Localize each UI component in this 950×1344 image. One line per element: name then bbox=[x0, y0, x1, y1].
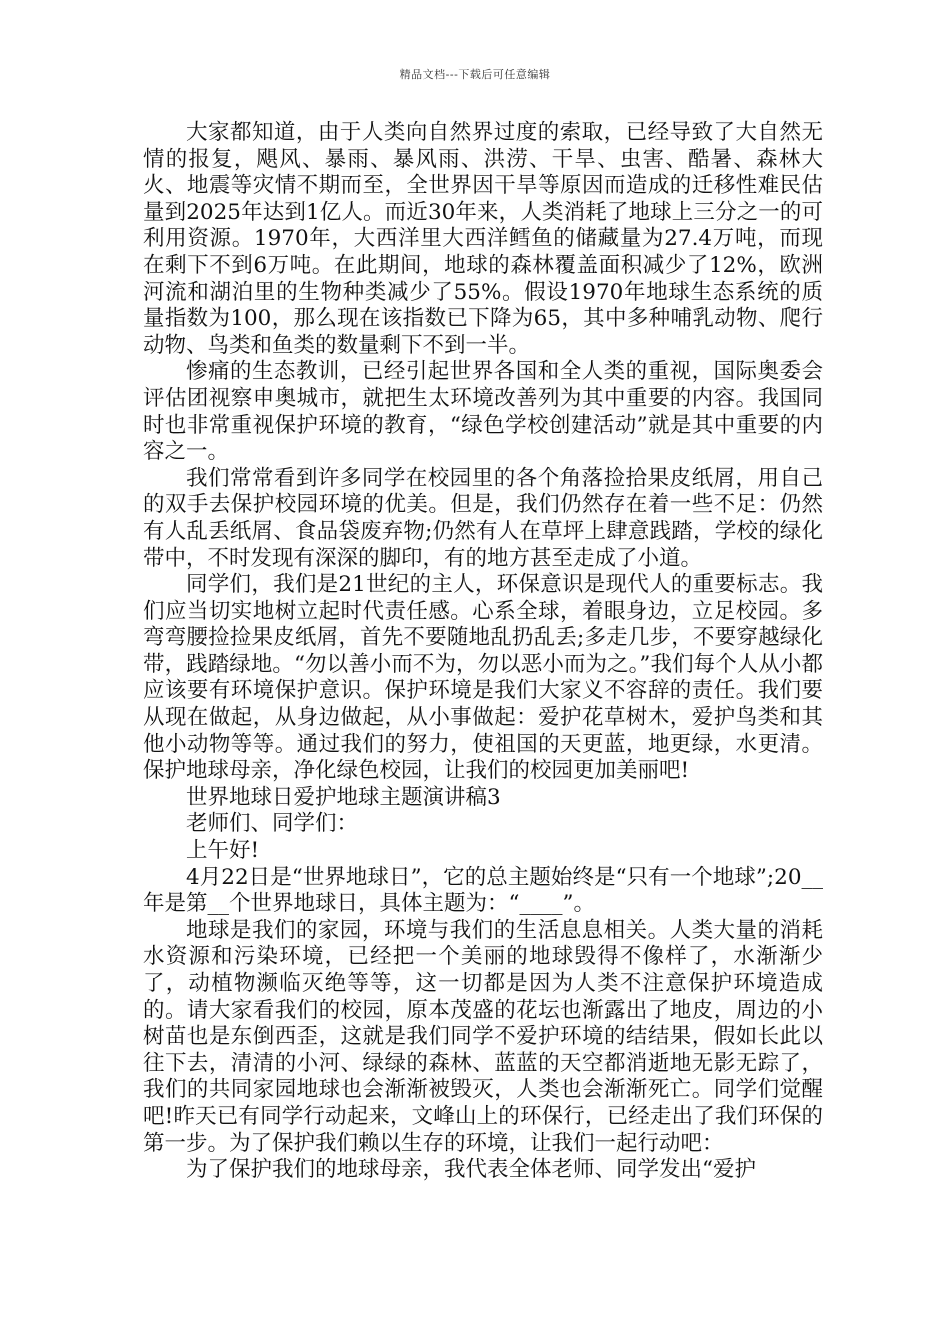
section-title: 世界地球日爱护地球主题演讲稿3 bbox=[186, 784, 501, 810]
salutation: 老师们、同学们： bbox=[186, 811, 359, 837]
page-header: 精品文档---下载后可任意编辑 bbox=[399, 68, 551, 81]
paragraph: 同学们，我们是21世纪的主人，环保意识是现代人的重要标志。我们应当切实地树立起时代责任感。心系全球，着眼身边，立足校园。多弯弯腰捡捡果皮纸屑，首先不要随地乱扔乱丢;多走几步，不要穿越绿化带，践踏绿地。“勿以善小而不为，勿以恶小而为之。”我们每个人从小都应该要有环境保护意识。保护环境是我们大家义不容辞的责任。我们要从现在做起，从身边做起，从小事做起：爱护花草树木，爱护鸟类和其他小动物等等。通过我们的努力，使祖国的天更蓝，地更绿，水更清。保护地球母亲，净化绿色校园，让我们的校园更加美丽吧! bbox=[143, 572, 823, 784]
paragraph: 为了保护我们的地球母亲，我代表全体老师、同学发出“爱护 bbox=[186, 1157, 756, 1183]
document-body bbox=[143, 120, 823, 1184]
greeting: 上午好! bbox=[186, 838, 260, 864]
paragraph: 4月22日是“世界地球日”，它的总主题始终是“只有一个地球”;20__年是第__个世界地球日，具体主题为：“____”。 bbox=[143, 864, 823, 917]
paragraph: 地球是我们的家园，环境与我们的生活息息相关。人类大量的消耗水资源和污染环境，已经把一个美丽的地球毁得不像样了，水渐渐少了，动植物濒临灭绝等等，这一切都是因为人类不注意保护环境造成的。请大家看我们的校园，原本茂盛的花坛也渐露出了地皮，周边的小树苗也是东倒西歪，这就是我们同学不爱护环境的结结果，假如长此以往下去，清清的小河、绿绿的森林、蓝蓝的天空都消逝地无影无踪了，我们的共同家园地球也会渐渐被毁灭，人类也会渐渐死亡。同学们觉醒吧!昨天已有同学行动起来，文峰山上的环保行，已经走出了我们环保的第一步。为了保护我们赖以生存的环境，让我们一起行动吧： bbox=[143, 917, 823, 1156]
paragraph: 惨痛的生态教训，已经引起世界各国和全人类的重视，国际奥委会评估团视察申奥城市，就把生太环境改善列为其中重要的内容。我国同时也非常重视保护环境的教育，“绿色学校创建活动”就是其中重要的内容之一。 bbox=[143, 359, 823, 465]
paragraph: 大家都知道，由于人类向自然界过度的索取，已经导致了大自然无情的报复，飓风、暴雨、暴风雨、洪涝、干旱、虫害、酷暑、森林大火、地震等灾情不期而至，全世界因干旱等原因而造成的迁移性难民估量到2025年达到1亿人。而近30年来，人类消耗了地球上三分之一的可利用资源。1970年，大西洋里大西洋鳕鱼的储藏量为27.4万吨，而现在剩下不到6万吨。在此期间，地球的森林覆盖面积减少了12%，欧洲河流和湖泊里的生物种类减少了55%。假设1970年地球生态系统的质量指数为100，那么现在该指数已下降为65，其中多种哺乳动物、爬行动物、鸟类和鱼类的数量剩下不到一半。 bbox=[143, 120, 823, 358]
paragraph: 我们常常看到许多同学在校园里的各个角落捡拾果皮纸屑，用自己的双手去保护校园环境的优美。但是，我们仍然存在着一些不足：仍然有人乱丢纸屑、食品袋废弃物;仍然有人在草坪上肆意践踏，学校的绿化带中，不时发现有深深的脚印，有的地方甚至走成了小道。 bbox=[143, 465, 823, 571]
